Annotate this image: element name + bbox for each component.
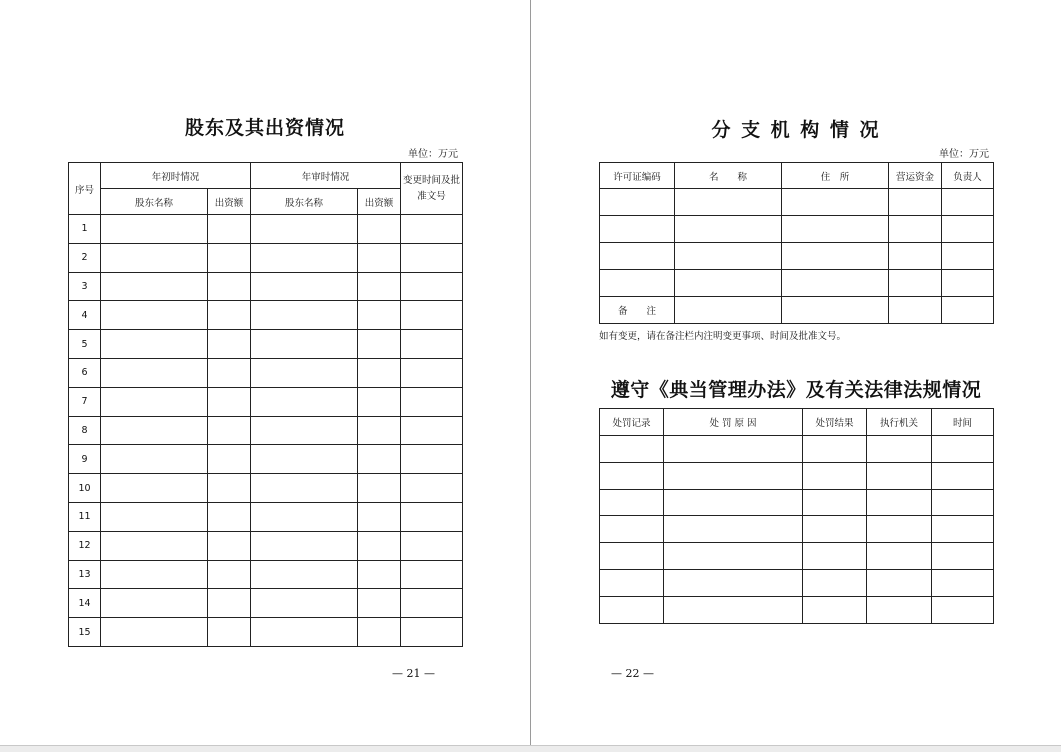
enforcement-agency-header: 执行机关 [867,409,932,436]
empty-cell [867,462,932,489]
change-header: 变更时间及批准文号 [401,163,463,215]
unit-label: 单位：万元 [408,149,458,160]
empty-cell [600,462,664,489]
empty-cell [358,560,401,589]
license-code-header: 许可证编码 [600,163,675,189]
empty-cell [867,489,932,516]
row-number: 1 [69,215,101,244]
empty-cell [803,569,867,596]
empty-cell [358,330,401,359]
empty-cell [803,516,867,543]
empty-cell [401,358,463,387]
shareholders-table [68,162,463,647]
row-number: 13 [69,560,101,589]
penalty-time-header: 时间 [932,409,994,436]
empty-cell [101,301,208,330]
empty-cell [358,531,401,560]
empty-cell [358,589,401,618]
empty-cell [600,489,664,516]
empty-cell [208,358,251,387]
table-row [69,387,463,416]
empty-cell [401,330,463,359]
empty-cell [401,445,463,474]
person-in-charge-header: 负责人 [942,163,994,189]
empty-cell [401,387,463,416]
page-22 [531,0,1061,745]
row-number: 15 [69,618,101,647]
empty-cell [401,560,463,589]
penalty-header-row [600,409,994,436]
empty-cell [208,387,251,416]
empty-cell [251,243,358,272]
empty-cell [208,301,251,330]
empty-cell [101,474,208,503]
empty-cell [101,387,208,416]
header-row-1 [69,163,463,189]
empty-cell [401,589,463,618]
empty-cell [208,502,251,531]
penalty-record-header: 处罚记录 [600,409,664,436]
table-row [69,301,463,330]
row-number: 2 [69,243,101,272]
table-row [69,474,463,503]
empty-cell [401,272,463,301]
empty-cell [208,474,251,503]
penalty-row [600,596,994,623]
start-shareholder-header: 股东名称 [101,189,208,215]
empty-cell [401,531,463,560]
row-number: 8 [69,416,101,445]
empty-cell [932,516,994,543]
audit-group-header: 年审时情况 [251,163,401,189]
table-row [69,618,463,647]
empty-cell [867,596,932,623]
empty-cell [101,618,208,647]
empty-cell [251,330,358,359]
penalty-body [600,436,994,624]
branch-note: 如有变更，请在备注栏内注明变更事项、时间及批准文号。 [599,331,847,342]
empty-cell [803,489,867,516]
start-amount-header: 出资额 [208,189,251,215]
row-number: 5 [69,330,101,359]
row-number: 9 [69,445,101,474]
empty-cell [358,243,401,272]
empty-cell [401,301,463,330]
empty-cell [803,462,867,489]
empty-cell [251,272,358,301]
empty-cell [208,215,251,244]
row-number: 3 [69,272,101,301]
audit-shareholder-header: 股东名称 [251,189,358,215]
empty-cell [101,416,208,445]
branch-unit-label: 单位：万元 [939,149,989,160]
empty-cell [208,445,251,474]
empty-cell [664,516,803,543]
empty-cell [251,589,358,618]
empty-cell [101,531,208,560]
empty-cell [251,416,358,445]
empty-cell [664,596,803,623]
empty-cell [101,589,208,618]
empty-cell [867,436,932,463]
empty-cell [600,543,664,570]
table-row [69,531,463,560]
table-row [69,243,463,272]
table-row [69,358,463,387]
empty-cell [208,416,251,445]
seq-header: 序号 [69,163,101,215]
page-21 [0,0,530,745]
table-row [69,272,463,301]
empty-cell [101,560,208,589]
empty-cell [358,358,401,387]
empty-cell [101,243,208,272]
empty-cell [358,474,401,503]
empty-cell [401,502,463,531]
branch-name-header: 名 称 [675,163,782,189]
empty-cell [401,474,463,503]
empty-cell [358,301,401,330]
empty-cell [208,243,251,272]
empty-cell [401,243,463,272]
shareholders-title: 股东及其出资情况 [184,117,345,139]
penalty-row [600,543,994,570]
empty-cell [101,502,208,531]
empty-cell [251,531,358,560]
empty-cell [251,560,358,589]
empty-cell [600,596,664,623]
empty-cell [208,560,251,589]
empty-cell [401,618,463,647]
empty-cell [358,387,401,416]
start-group-header: 年初时情况 [101,163,251,189]
empty-cell [867,569,932,596]
page-number-22: — 22 — [611,667,654,680]
branch-row [600,216,994,243]
row-number: 12 [69,531,101,560]
address-header: 住 所 [782,163,889,189]
row-number: 11 [69,502,101,531]
remark-label: 备 注 [600,297,675,324]
shareholders-body [69,215,463,647]
empty-cell [101,358,208,387]
empty-cell [251,215,358,244]
empty-cell [358,502,401,531]
table-row [69,330,463,359]
branch-table [599,162,994,324]
row-number: 6 [69,358,101,387]
operating-capital-header: 营运资金 [889,163,942,189]
table-row [69,502,463,531]
empty-cell [208,330,251,359]
row-number: 7 [69,387,101,416]
branch-row [600,243,994,270]
empty-cell [251,445,358,474]
empty-cell [358,272,401,301]
empty-cell [932,543,994,570]
empty-cell [803,596,867,623]
table-row [69,416,463,445]
row-number: 14 [69,589,101,618]
empty-cell [867,516,932,543]
empty-cell [251,358,358,387]
penalty-row [600,489,994,516]
empty-cell [101,330,208,359]
empty-cell [358,215,401,244]
empty-cell [101,215,208,244]
empty-cell [251,502,358,531]
empty-cell [664,569,803,596]
empty-cell [358,416,401,445]
empty-cell [358,618,401,647]
empty-cell [664,436,803,463]
branch-remark-row [600,297,994,324]
penalty-row [600,436,994,463]
audit-amount-header: 出资额 [358,189,401,215]
branch-row [600,189,994,216]
empty-cell [664,543,803,570]
law-compliance-title: 遵守《典当管理办法》及有关法律法规情况 [610,379,982,401]
empty-cell [101,445,208,474]
page-number-21: — 21 — [392,667,435,680]
empty-cell [101,272,208,301]
penalty-row [600,462,994,489]
empty-cell [358,445,401,474]
penalty-row [600,516,994,543]
empty-cell [208,589,251,618]
penalty-table [599,408,994,624]
empty-cell [932,462,994,489]
empty-cell [803,543,867,570]
empty-cell [664,489,803,516]
empty-cell [251,618,358,647]
empty-cell [251,387,358,416]
empty-cell [208,272,251,301]
branch-row [600,270,994,297]
branch-header-row [600,163,994,189]
row-number: 4 [69,301,101,330]
empty-cell [251,301,358,330]
table-row [69,560,463,589]
empty-cell [867,543,932,570]
empty-cell [932,436,994,463]
branch-title: 分 支 机 构 情 况 [711,119,881,141]
empty-cell [600,569,664,596]
empty-cell [932,489,994,516]
empty-cell [251,474,358,503]
table-row [69,215,463,244]
empty-cell [932,596,994,623]
empty-cell [932,569,994,596]
empty-cell [664,462,803,489]
empty-cell [803,436,867,463]
penalty-result-header: 处罚结果 [803,409,867,436]
penalty-row [600,569,994,596]
empty-cell [208,531,251,560]
penalty-reason-header: 处 罚 原 因 [664,409,803,436]
empty-cell [401,416,463,445]
row-number: 10 [69,474,101,503]
empty-cell [600,436,664,463]
empty-cell [600,516,664,543]
empty-cell [208,618,251,647]
table-row [69,445,463,474]
table-row [69,589,463,618]
empty-cell [401,215,463,244]
